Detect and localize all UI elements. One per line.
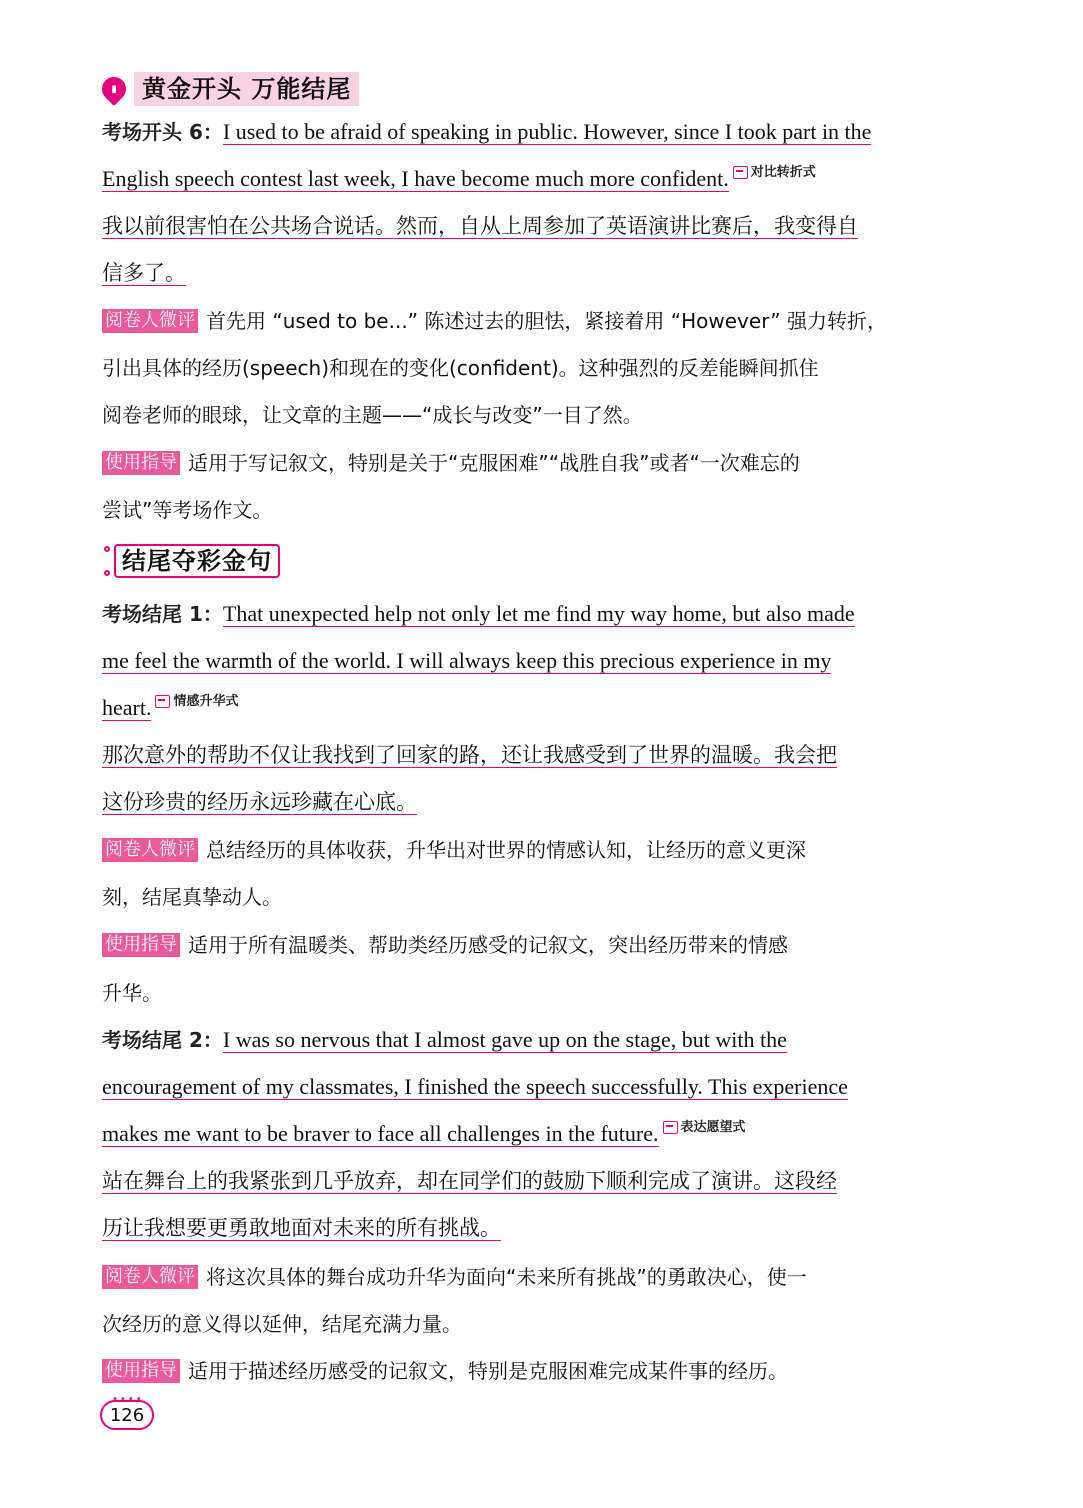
ending-2-tag: 表达愿望式 [663, 1120, 746, 1135]
ending-2-en-line-3: makes me want to be braver to face all challenges in the future. $^{表达愿望式}$ [102, 1120, 746, 1146]
opening-6-en-line-1: 考场开头 6：I used to be afraid of speaking in public. However, since I took part in the [102, 119, 872, 144]
ending-1-en-line-1: 考场结尾 1：That unexpected help not only let me find my way home, but also made [102, 601, 855, 626]
opening-6-zh-line-2: 信多了。 [102, 261, 186, 285]
opening-6-review-line-3: 阅卷老师的眼球，让文章的主题——“成长与改变”一目了然。 [102, 403, 643, 427]
ending-2-review-line-2: 次经历的意义得以延伸，结尾充满力量。 [102, 1312, 462, 1336]
opening-6-guide-line-1: 使用指导 适用于写记叙文，特别是关于“克服困难”“战胜自我”或者“一次难忘的 [102, 448, 953, 478]
bracket-icon [102, 546, 112, 576]
pen-note-icon [733, 166, 748, 179]
opening-6-review-line-1: 阅卷人微评 首先用 “used to be...” 陈述过去的胆怯，紧接着用 “However” 强力转折， [102, 306, 953, 336]
opening-6-review-line-2: 引出具体的经历(speech)和现在的变化(confident)。这种强烈的反差能瞬间抓住 [102, 356, 819, 380]
opening-6-label: 考场开头 6： [102, 120, 223, 144]
ending-1-review-line-1: 阅卷人微评 总结经历的具体收获，升华出对世界的情感认知，让经历的意义更深 [102, 835, 953, 865]
ending-1-zh-line-1: 那次意外的帮助不仅让我找到了回家的路，还让我感受到了世界的温暖。我会把 [102, 743, 837, 767]
opening-6-zh-line-1: 我以前很害怕在公共场合说话。然而，自从上周参加了英语演讲比赛后，我变得自 [102, 214, 858, 238]
guide-badge: 使用指导 [102, 933, 180, 957]
review-badge: 阅卷人微评 [102, 838, 198, 862]
ending-2-zh-line-1: 站在舞台上的我紧张到几乎放弃，却在同学们的鼓励下顺利完成了演讲。这段经 [102, 1169, 837, 1193]
ending-1-review-line-2: 刻，结尾真挚动人。 [102, 885, 282, 909]
ending-2-zh-line-2: 历让我想要更勇敢地面对未来的所有挑战。 [102, 1216, 501, 1240]
ending-1-en-line-2: me feel the warmth of the world. I will always keep this precious experience in my [102, 648, 832, 673]
page-number: 126 [100, 1400, 154, 1430]
ending-2-en-line-1: 考场结尾 2：I was so nervous that I almost gave up on the stage, but with the [102, 1027, 787, 1052]
section-title-ending: 结尾夺彩金句 [114, 544, 280, 578]
ending-2-review-line-1: 阅卷人微评 将这次具体的舞台成功升华为面向“未来所有挑战”的勇敢决心，使一 [102, 1262, 953, 1292]
review-badge: 阅卷人微评 [102, 1265, 198, 1289]
opening-6-en-line-2: English speech contest last week, I have become much more confident. $^{对比转折式}$ [102, 165, 816, 191]
review-badge: 阅卷人微评 [102, 309, 198, 333]
guide-badge: 使用指导 [102, 1359, 180, 1383]
ending-2-guide-line-1: 使用指导 适用于描述经历感受的记叙文，特别是克服困难完成某件事的经历。 [102, 1356, 953, 1386]
opening-6-tag: 对比转折式 [733, 165, 816, 180]
ending-1-guide-line-2: 升华。 [102, 981, 162, 1005]
opening-6-guide-line-2: 尝试”等考场作文。 [102, 498, 273, 522]
book-pin-icon: ▮ [97, 72, 131, 106]
pen-note-icon [663, 1121, 678, 1134]
ending-2-label: 考场结尾 2： [102, 1028, 223, 1052]
ending-1-tag: 情感升华式 [155, 694, 238, 709]
pen-note-icon [155, 695, 170, 708]
ending-1-guide-line-1: 使用指导 适用于所有温暖类、帮助类经历感受的记叙文，突出经历带来的情感 [102, 930, 953, 960]
guide-badge: 使用指导 [102, 451, 180, 475]
section-header-ending [102, 544, 280, 578]
page-number-dots: •••• [112, 1394, 144, 1405]
section-title: 黄金开头 万能结尾 [134, 72, 359, 106]
section-header-golden [102, 72, 359, 106]
ending-1-zh-line-2: 这份珍贵的经历永远珍藏在心底。 [102, 790, 417, 814]
ending-1-en-line-3: heart. $^{情感升华式}$ [102, 694, 239, 720]
ending-1-label: 考场结尾 1： [102, 602, 223, 626]
ending-2-en-line-2: encouragement of my classmates, I finished the speech successfully. This experience [102, 1074, 848, 1099]
